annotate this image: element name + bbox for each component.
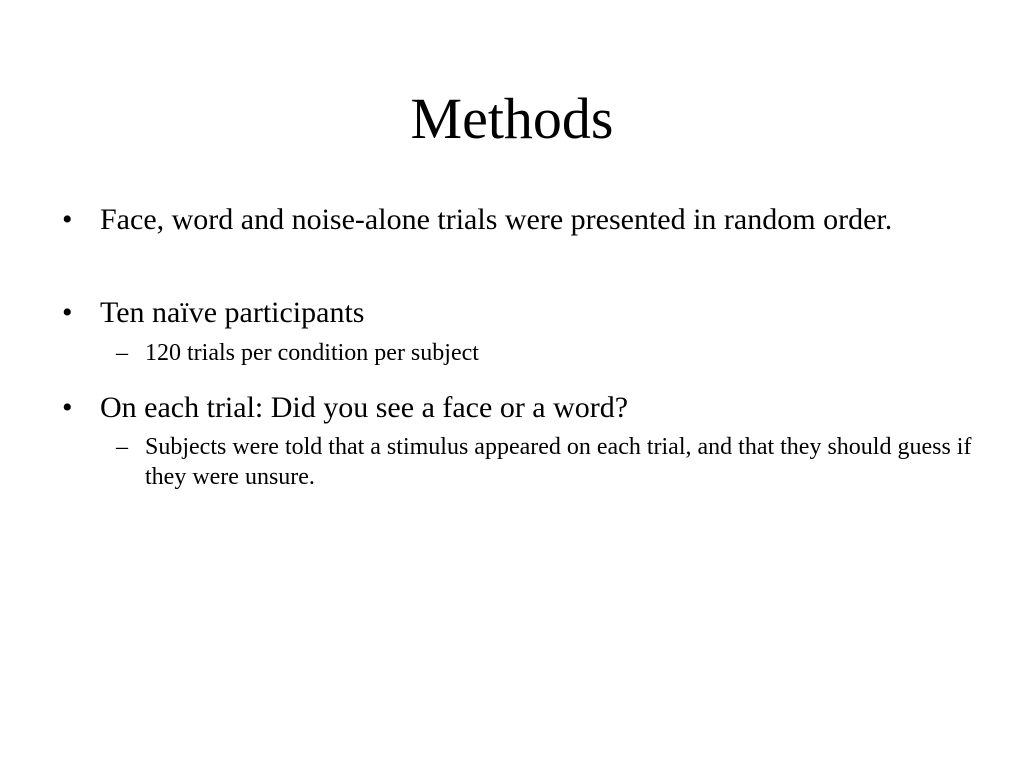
- bullet-text-2: Ten naïve participants: [100, 296, 365, 329]
- bullet-text-1: Face, word and noise-alone trials were presented in random order.: [100, 203, 893, 236]
- sub-bullet-marker: –: [116, 434, 128, 460]
- bullet-text-3: On each trial: Did you see a face or a word?: [100, 391, 629, 424]
- sub-bullet-marker: –: [116, 340, 128, 366]
- bullet-marker: •: [62, 203, 73, 236]
- sub-bullet-text-3-1: Subjects were told that a stimulus appeared on each trial, and that they should guess if they were unsure.: [145, 434, 972, 490]
- bullet-marker: •: [62, 296, 73, 329]
- slide-title: Methods: [410, 86, 614, 151]
- sub-bullet-text-2-1: 120 trials per condition per subject: [145, 340, 479, 366]
- bullet-marker: •: [62, 391, 73, 424]
